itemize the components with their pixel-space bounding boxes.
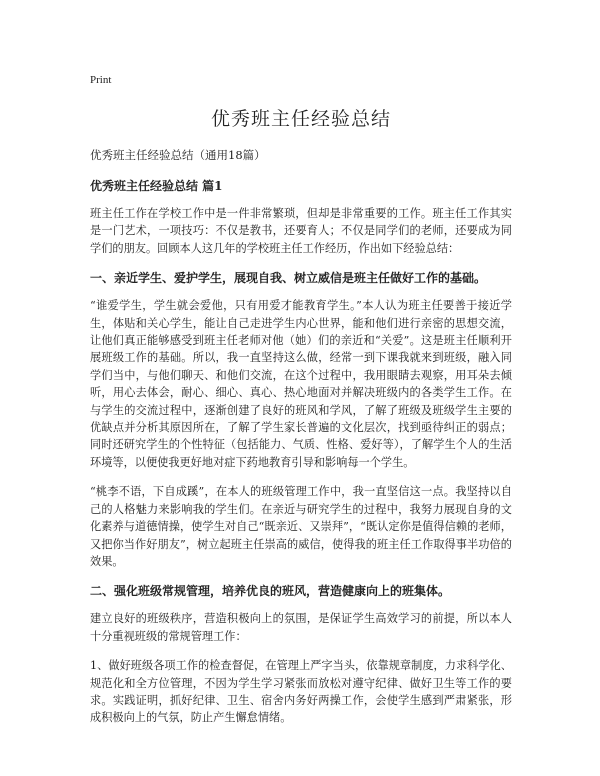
paragraph-class-order: 建立良好的班级秩序，营造积极向上的氛围，是保证学生高效学习的前提，所以本人十分重视班级的常规管理工作： (90, 612, 512, 643)
heading-two: 二、强化班级常规管理，培养优良的班风，营造健康向上的班集体。 (90, 584, 451, 599)
document-subtitle: 优秀班主任经验总结（通用18篇） (90, 148, 266, 162)
heading-one: 一、亲近学生、爱护学生，展现自我、树立威信是班主任做好工作的基础。 (90, 271, 487, 286)
paragraph-item-1: 1、做好班级各项工作的检查督促，在管理上严字当头，依靠规章制度，力求科学化、规范化和全方位管理，不因为学生学习紧张而放松对遵守纪律、做好卫生等工作的要求。实践证明，抓好纪律、卫生、宿舍内务好两操工作，会使学生感到严肃紧张，形成积极向上的气氛，防止产生懈怠情绪。 (90, 659, 512, 725)
paragraph-personal-charm: “桃李不语，下自成蹊”，在本人的班级管理工作中，我一直坚信这一点。我坚持以自己的人格魅力来影响我的学生们。在亲近与研究学生的过程中，我努力展现自身的文化素养与道德情操，使学生对自己“既亲近、又崇拜”，“既认定你是值得信赖的老师，又把你当作好朋友”，树立起班主任崇高的威信，使得我的班主任工作取得事半功倍的效果。 (90, 485, 512, 568)
section-title: 优秀班主任经验总结 篇1 (90, 179, 223, 193)
paragraph-intro: 班主任工作在学校工作中是一件非常繁琐，但却是非常重要的工作。班主任工作其实是一门艺术，一项技巧：不仅是教书，还要育人；不仅是同学们的老师，还要成为同学们的朋友。回顾本人这几年的学校班主任工作经历，作出如下经验总结： (90, 207, 512, 255)
print-link[interactable]: Print (90, 74, 112, 86)
document-title: 优秀班主任经验总结 (210, 108, 391, 130)
paragraph-love-students: “谁爱学生，学生就会爱他，只有用爱才能教育学生。”本人认为班主任要善于接近学生，体贴和关心学生，能让自己走进学生内心世界，能和他们进行亲密的思想交流，让他们真正能够感受到班主任老师对他（她）们的亲近和“关爱”。这是班主任顺利开展班级工作的基础。所以，我一直坚持这么做，经常一到下课我就来到班级，融入同学们当中，与他们聊天、和他们交流，在这个过程中，我用眼睛去观察，用耳朵去倾听，用心去体会，耐心、细心、真心、热心地面对并解决班级内的各类学生工作。在与学生的交流过程中，逐渐创建了良好的班风和学风，了解了班级及班级学生主要的优缺点并分析其原因所在，了解了学生家长普遍的文化层次，找到亟待纠正的弱点；同时还研究学生的个性特征（包括能力、气质、性格、爱好等），了解学生个人的生活环境等，以便使我更好地对症下药地教育引导和影响每一个学生。 (90, 299, 512, 469)
